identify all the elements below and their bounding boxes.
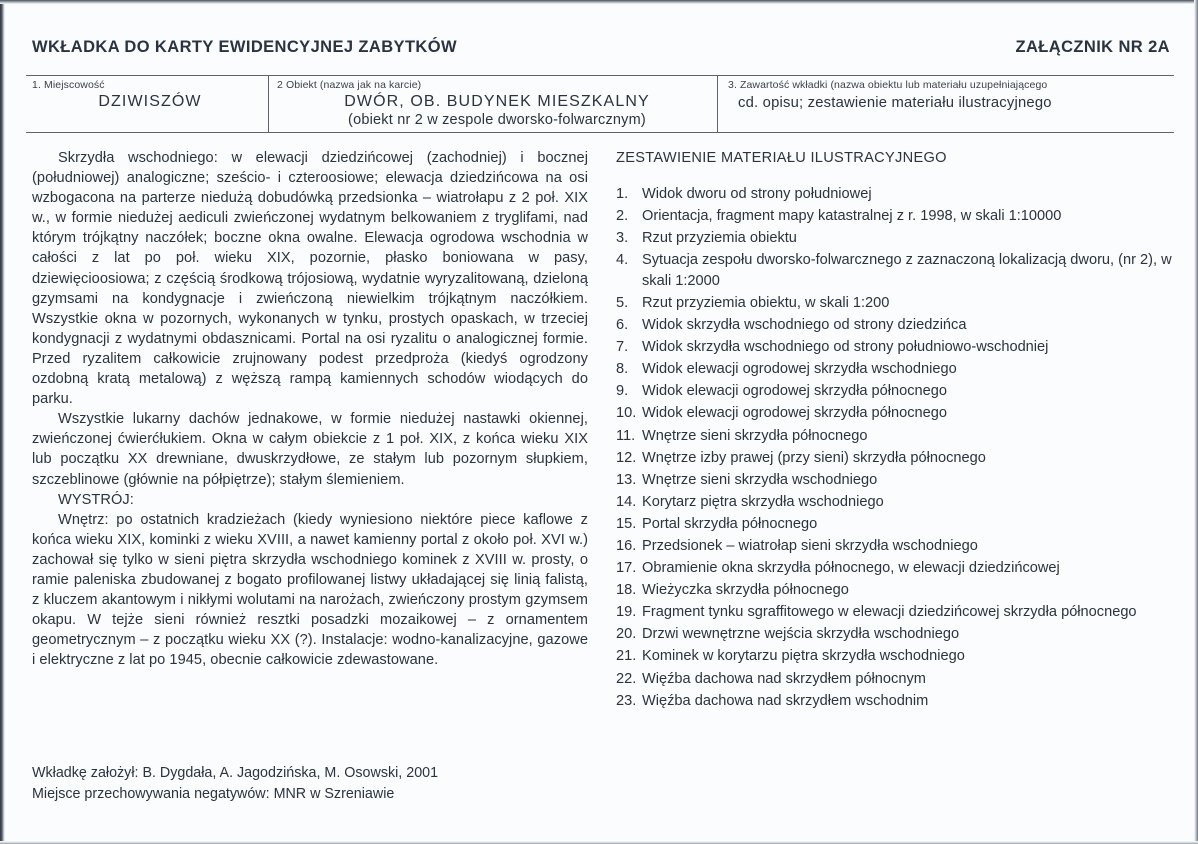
header-table [26, 75, 1174, 133]
document-title: WKŁADKA DO KARTY EWIDENCYJNEJ ZABYTKÓW [32, 38, 457, 56]
list-item [616, 602, 1176, 623]
scan-edge-top [0, 0, 1198, 4]
list-item-label: Portal skrzydła północnego [642, 515, 818, 532]
scan-edge-right [1194, 0, 1198, 844]
header-cell-object [269, 76, 717, 132]
list-item [616, 470, 1176, 491]
list-item [616, 558, 1176, 579]
list-item [616, 492, 1176, 513]
list-item-number: 6. [616, 317, 629, 334]
list-item-label: Rzut przyziemia obiektu, w skali 1:200 [642, 294, 890, 311]
list-item [616, 337, 1176, 358]
list-item-label: Widok elewacji ogrodowej skrzydła wschodniego [642, 361, 957, 378]
list-item-label: Sytuacja zespołu dworsko-folwarcznego z zaznaczoną lokalizacją dworu, (nr 2), w skali 1:2000 [642, 252, 1172, 289]
list-item-number: 15. [616, 515, 637, 532]
description-column [32, 148, 588, 670]
list-item-label: Wnętrze sieni skrzydła północnego [642, 427, 868, 444]
list-item-label: Drzwi wewnętrzne wejścia skrzydła wschodniego [642, 626, 960, 643]
list-item-number: 3. [616, 230, 629, 247]
list-item [616, 206, 1176, 227]
locality-label: 1. Miejscowość [32, 79, 105, 91]
list-item-number: 7. [616, 339, 629, 356]
list-item [616, 250, 1176, 291]
object-subvalue: (obiekt nr 2 w zespole dworsko-folwarcznym) [348, 112, 646, 128]
list-item-label: Widok skrzydła wschodniego od strony południowo-wschodniej [642, 339, 1049, 356]
list-item-number: 23. [616, 692, 637, 709]
list-item-number: 18. [616, 582, 637, 599]
list-item-number: 11. [616, 427, 636, 444]
object-value: DWÓR, OB. BUDYNEK MIESZKALNY [344, 93, 650, 110]
list-item-label: Korytarz piętra skrzydła wschodniego [642, 493, 884, 510]
list-item-number: 5. [616, 294, 629, 311]
footer [32, 763, 438, 805]
list-item [616, 315, 1176, 336]
list-item-number: 17. [616, 560, 637, 577]
description-paragraph: Wnętrz: po ostatnich kradzieżach (kiedy wyniesiono niektóre piece kaflowe z końca wieku XIX, kominki z wieku XVIII, a nawet kamienny portal z około poł. XVI w.) zachował się tylko w sieni piętra skrzydła wschodniego kominek z XVIII w. prosty, o ramie paleniska zbudowanej z bogato profilowanej listwy układającej się linią falistą, z kluczem akantowym i nikłymi wolutami na narożach, zwieńczony prostym gzymsem okapu. W tejże sieni również resztki posadzki mozaikowej – z ornamentem geometrycznym – z początku wieku XX (?). Instalacje: wodno-kanalizacyjne, gazowe i elektryczne z lat po 1945, obecnie całkowicie zdewastowane. [32, 511, 588, 669]
list-item [616, 691, 1176, 712]
description-paragraph: Wszystkie lukarny dachów jednakowe, w formie niedużej nastawki okiennej, zwieńczonej ćwierćłukiem. Okna w całym obiekcie z 1 poł. XIX, z końca wieku XIX lub początku XX drewniane, dwuskrzydłowe, ze stałym lub pozornym słupkiem, szczeblinowe (głównie na półpiętrze); stałym ślemieniem. [32, 411, 588, 488]
list-item-label: Wnętrze izby prawej (przy sieni) skrzydła północnego [642, 449, 986, 466]
list-item-number: 14. [616, 493, 637, 510]
content-label: 3. Zawartość wkładki (nazwa obiektu lub materiału uzupełniającego [728, 79, 1048, 91]
list-item-number: 19. [616, 604, 637, 621]
list-item [616, 646, 1176, 667]
list-item-label: Przedsionek – wiatrołap sieni skrzydła wschodniego [642, 538, 978, 554]
list-item-number: 22. [616, 670, 637, 687]
list-item-number: 1. [616, 186, 629, 202]
list-item-number: 21. [616, 648, 637, 665]
locality-value: DZIWISZÓW [98, 93, 202, 110]
list-item [616, 624, 1176, 645]
description-heading-wystroj: WYSTRÓJ: [58, 491, 134, 508]
list-item-label: Fragment tynku sgraffitowego w elewacji dziedzińcowej skrzydła północnego [642, 604, 1137, 621]
annex-number: ZAŁĄCZNIK NR 2A [1015, 38, 1170, 56]
header-cell-locality [26, 76, 268, 132]
list-item-label: Obramienie okna skrzydła północnego, w elewacji dziedzińcowej [642, 560, 1060, 577]
footer-authors: Wkładkę założył: B. Dygdała, A. Jagodzińska, M. Osowski, 2001 [32, 765, 439, 781]
list-item [616, 403, 1176, 424]
illustrations-title: ZESTAWIENIE MATERIAŁU ILUSTRACYJNEGO [616, 150, 947, 166]
illustrations-column [616, 150, 1176, 713]
list-item-label: Widok elewacji ogrodowej skrzydła północnego [642, 405, 948, 422]
list-item [616, 184, 1176, 205]
list-item [616, 293, 1176, 314]
list-item-number: 16. [616, 538, 637, 554]
list-item-label: Wnętrze sieni skrzydła wschodniego [642, 471, 878, 488]
content-value: cd. opisu; zestawienie materiału ilustracyjnego [738, 95, 1052, 111]
illustrations-list [616, 184, 1176, 711]
list-item-label: Rzut przyziemia obiektu [642, 230, 797, 247]
list-item-number: 20. [616, 626, 637, 643]
list-item-label: Widok skrzydła wschodniego od strony dziedzińca [642, 317, 967, 334]
list-item-number: 4. [616, 252, 629, 269]
list-item-label: Widok elewacji ogrodowej skrzydła północnego [642, 383, 948, 400]
list-item-number: 2. [616, 208, 629, 225]
list-item [616, 448, 1176, 469]
list-item-label: Kominek w korytarzu piętra skrzydła wschodniego [642, 648, 965, 665]
list-item [616, 536, 1176, 557]
list-item-label: Więźba dachowa nad skrzydłem wschodnim [642, 692, 929, 709]
list-item-number: 10. [616, 405, 637, 422]
list-item-label: Orientacja, fragment mapy katastralnej z r. 1998, w skali 1:10000 [642, 208, 1062, 225]
list-item-number: 13. [616, 471, 637, 488]
footer-negatives-location: Miejsce przechowywania negatywów: MNR w Szreniawie [32, 786, 395, 802]
list-item [616, 228, 1176, 249]
list-item [616, 359, 1176, 380]
description-paragraph: Skrzydła wschodniego: w elewacji dziedzińcowej (zachodniej) i bocznej (południowej) analogiczne; sześcio- i czteroosiowe; elewacja dziedzińcowa na osi wzbogacona na parterze niedużą dobudówką przedsionka – wiatrołapu z 2 poł. XIX w., w formie niedużej aediculi zwieńczonej wydatnym belkowaniem z tryglifami, nad którym trójkątny naczółek; boczne okna owalne. Elewacja ogrodowa wschodnia w całości z lat po poł. wieku XIX, pozornie, płasko boniowana w pasy, dziewięcioosiowa; z częścią środkową trójosiową, wydatnie wyryzalitowaną, dzieloną gzymsami na kondygnacje i zwieńczoną niewielkim trójkątnym naczółkiem. Wszystkie okna w pozornych, wykonanych w tynku, prostych opaskach, w trzeciej kondygnacji z wydatnymi obdasznicami. Portal na osi ryzalitu o analogicznej formie. Przed ryzalitem całkowicie zrujnowany podest przedproża (kiedyś ogrodzony ozdobną kratą metalową) z węższą rampą kamiennych schodów wiodących do parku. [32, 150, 588, 408]
list-item [616, 580, 1176, 601]
list-item [616, 381, 1176, 402]
list-item [616, 669, 1176, 690]
list-item [616, 514, 1176, 535]
scan-edge-left [0, 0, 5, 844]
list-item [616, 426, 1176, 447]
list-item-label: Więźba dachowa nad skrzydłem północnym [642, 670, 926, 687]
list-item-label: Wieżyczka skrzydła północnego [642, 582, 849, 599]
header-table-bottom-rule [26, 132, 1174, 133]
list-item-label: Widok dworu od strony południowej [642, 186, 872, 202]
list-item-number: 8. [616, 361, 629, 378]
list-item-number: 9. [616, 383, 629, 400]
object-label: 2 Obiekt (nazwa jak na karcie) [277, 79, 422, 91]
header-cell-content [718, 76, 1174, 132]
list-item-number: 12. [616, 449, 637, 466]
